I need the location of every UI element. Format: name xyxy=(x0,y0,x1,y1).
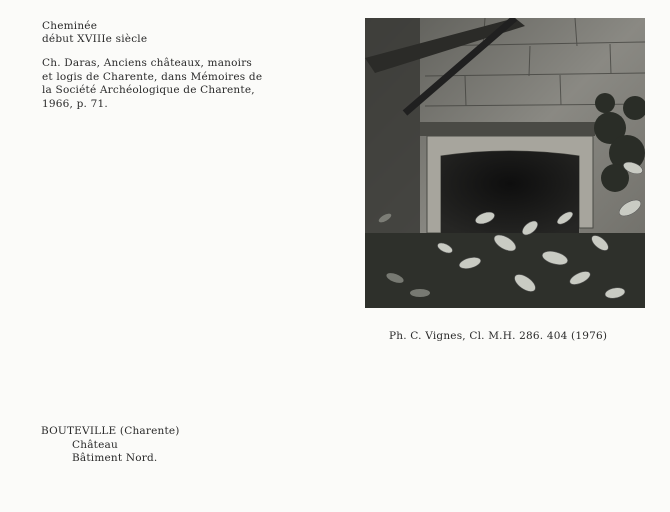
location-part: Bâtiment Nord. xyxy=(72,452,158,464)
photo-credit: Ph. C. Vignes, Cl. M.H. 286. 404 (1976) xyxy=(389,330,608,342)
bibliography-line: et logis de Charente, dans Mémoires de xyxy=(42,70,263,83)
location-building: Château xyxy=(72,438,118,451)
fireplace-photo xyxy=(365,18,645,308)
card-title: Cheminée xyxy=(42,20,98,32)
location-commune: BOUTEVILLE (Charente) xyxy=(41,425,180,437)
card-date: début XVIIIe siècle xyxy=(42,33,148,45)
bibliography-line: 1966, p. 71. xyxy=(42,97,108,110)
bibliography-line: Ch. Daras, Anciens châteaux, manoirs xyxy=(42,57,253,69)
bibliography-line: la Société Archéologique de Charente, xyxy=(42,84,255,96)
location-block xyxy=(41,425,180,466)
bibliography-block xyxy=(42,57,262,111)
